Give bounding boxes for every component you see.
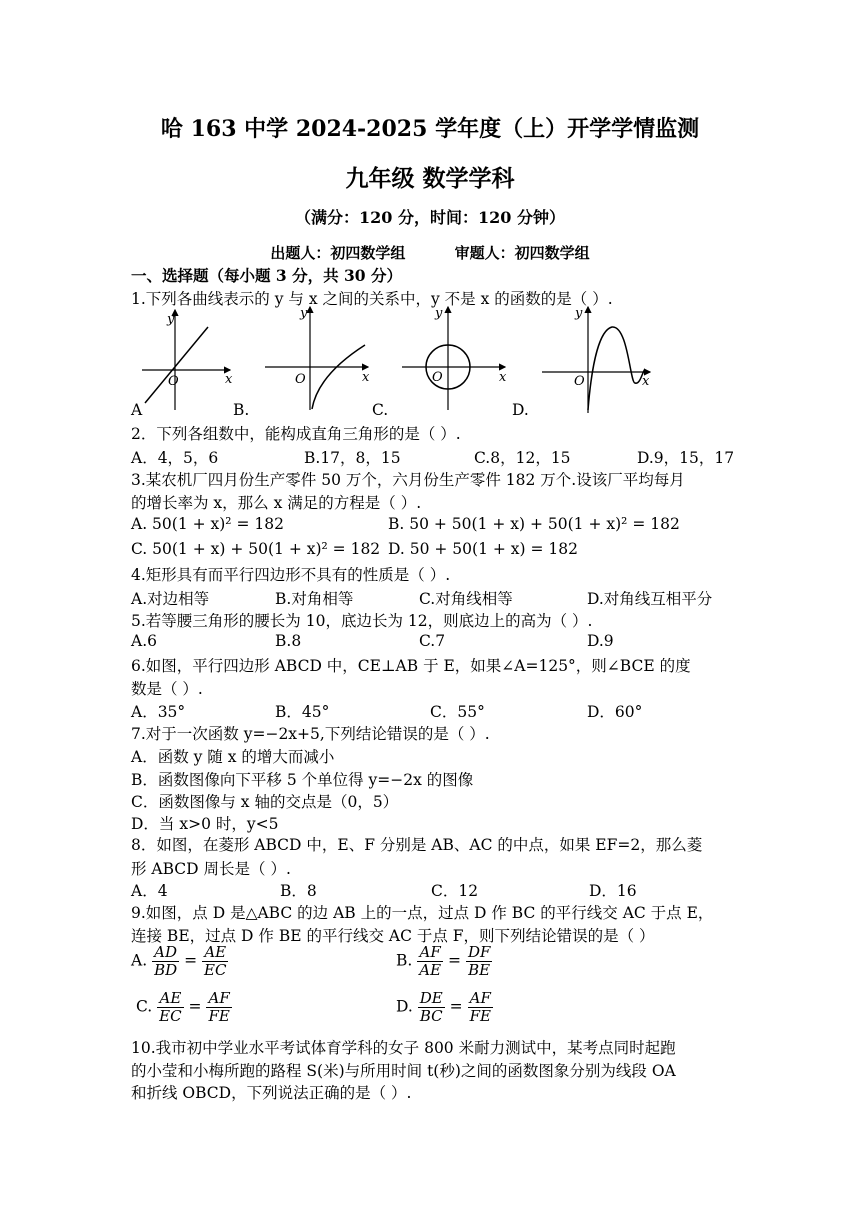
q1-graph-c: [402, 306, 507, 410]
q1-b-ylabel: y: [300, 306, 308, 321]
q1-label-c: C.: [372, 401, 389, 419]
q6-stem-2: 数是（ ）.: [131, 680, 203, 698]
q1-graphs: [130, 305, 670, 415]
q5-option-b: B.8: [275, 632, 302, 650]
q9-a-frac-left: $\frac{AD}{BD}$: [154, 943, 178, 979]
q1-c-xlabel: x: [499, 370, 507, 385]
q8-stem-2: 形 ABCD 周长是（ ）.: [131, 860, 291, 878]
q4-option-b: B.对角相等: [275, 590, 354, 608]
q7-option-a: A．函数 y 随 x 的增大而减小: [131, 748, 335, 766]
q1-d-ylabel: y: [575, 306, 583, 321]
q9-option-d: D. $\frac{DE}{BC}$ = $\frac{AF}{FE}$: [396, 989, 491, 1025]
q10-stem-1: 10.我市初中学业水平考试体育学科的女子 800 米耐力测试中，某考点同时起跑: [131, 1039, 676, 1057]
q4-stem: 4.矩形具有而平行四边形不具有的性质是（ ）.: [131, 566, 451, 584]
q1-label-b: B.: [233, 401, 250, 419]
q4-option-d: D.对角线互相平分: [587, 590, 713, 608]
q10-stem-3: 和折线 OBCD，下列说法正确的是（ ）.: [131, 1084, 412, 1102]
q7-option-d: D．当 x>0 时，y<5: [131, 815, 279, 833]
q7-option-b: B．函数图像向下平移 5 个单位得 y=−2x 的图像: [131, 771, 474, 789]
exam-title: 哈 163 中学 2024-2025 学年度（上）开学学情监测: [160, 116, 700, 142]
q6-option-d: D．60°: [587, 703, 643, 721]
q5-stem: 5.若等腰三角形的腰长为 10，底边长为 12，则底边上的高为（ ）.: [131, 612, 593, 630]
q1-b-xlabel: x: [362, 370, 370, 385]
q3-option-b: B. 50 + 50(1 + x) + 50(1 + x)² = 182: [388, 515, 680, 533]
q1-a-ylabel: y: [167, 312, 175, 327]
q9-c-frac-right: $\frac{AF}{FE}$: [208, 989, 230, 1025]
q1-label-d: D.: [512, 401, 529, 419]
q3-option-d: D. 50 + 50(1 + x) = 182: [388, 540, 578, 558]
q10-stem-2: 的小莹和小梅所跑的路程 S(米)与所用时间 t(秒)之间的函数图象分别为线段 OA: [131, 1062, 676, 1080]
authors-line: [0, 242, 860, 263]
q2-option-d: D.9，15，17: [637, 449, 735, 467]
q6-stem-1: 6.如图，平行四边形 ABCD 中，CE⊥AB 于 E，如果∠A=125°，则∠BCE 的度: [131, 657, 691, 675]
q9-option-a: A. $\frac{AD}{BD}$ = $\frac{AE}{EC}$: [131, 943, 227, 979]
score-time: （满分：120 分，时间：120 分钟）: [295, 208, 565, 227]
q6-option-c: C．55°: [430, 703, 485, 721]
q8-stem-1: 8．如图，在菱形 ABCD 中，E、F 分别是 AB、AC 的中点，如果 EF=2，那么菱: [131, 836, 703, 854]
q1-d-origin: O: [574, 374, 585, 389]
q1-c-ylabel: y: [435, 306, 443, 321]
q5-option-d: D.9: [587, 632, 614, 650]
q3-option-a: A. 50(1 + x)² = 182: [131, 515, 284, 533]
q1-d-xlabel: x: [642, 374, 650, 389]
q5-option-a: A.6: [131, 632, 157, 650]
q2-stem: 2．下列各组数中，能构成直角三角形的是（ ）.: [131, 425, 461, 443]
q9-a-frac-right: $\frac{AE}{EC}$: [204, 943, 227, 979]
q1-a-origin: O: [168, 374, 179, 389]
q5-option-c: C.7: [419, 632, 446, 650]
q4-option-a: A.对边相等: [131, 590, 210, 608]
q1-graph-a: [142, 310, 233, 410]
q1-graph-d: [542, 306, 650, 413]
q7-option-c: C．函数图像与 x 轴的交点是（0，5）: [131, 793, 399, 811]
q2-option-b: B.17，8，15: [304, 449, 401, 467]
q8-option-a: A．4: [131, 882, 168, 900]
q2-option-c: C.8，12，15: [474, 449, 571, 467]
q2-option-a: A．4，5，6: [131, 449, 219, 467]
q9-b-frac-right: $\frac{DF}{BE}$: [467, 943, 491, 979]
q1-label-a: A: [131, 401, 143, 419]
setter: 出题人：初四数学组: [270, 244, 406, 262]
q3-stem-2: 的增长率为 x，那么 x 满足的方程是（ ）.: [131, 494, 422, 512]
q1-b-origin: O: [295, 372, 306, 387]
q1-stem: 1.下列各曲线表示的 y 与 x 之间的关系中，y 不是 x 的函数的是（ ）.: [131, 290, 613, 308]
exam-subject: 九年级 数学学科: [345, 165, 515, 192]
q9-c-frac-left: $\frac{AE}{EC}$: [159, 989, 182, 1025]
q9-d-frac-right: $\frac{AF}{FE}$: [469, 989, 491, 1025]
q9-b-frac-left: $\frac{AF}{AE}$: [419, 943, 442, 979]
q9-option-c: C. $\frac{AE}{EC}$ = $\frac{AF}{FE}$: [136, 989, 230, 1025]
q8-option-d: D．16: [589, 882, 637, 900]
q1-c-origin: O: [432, 370, 443, 385]
q3-stem-1: 3.某农机厂四月份生产零件 50 万个，六月份生产零件 182 万个.设该厂平均每月: [131, 471, 685, 489]
q1-graph-b: [265, 306, 370, 410]
q8-option-b: B．8: [280, 882, 317, 900]
q7-stem: 7.对于一次函数 y=−2x+5,下列结论错误的是（ ）.: [131, 725, 490, 743]
q8-option-c: C．12: [431, 882, 479, 900]
q9-d-frac-left: $\frac{DE}{BC}$: [419, 989, 443, 1025]
q3-option-c: C. 50(1 + x) + 50(1 + x)² = 182: [131, 540, 381, 558]
q4-option-c: C.对角线相等: [419, 590, 513, 608]
q9-option-b: B. $\frac{AF}{AE}$ = $\frac{DF}{BE}$: [396, 943, 491, 979]
q6-option-b: B．45°: [275, 703, 330, 721]
q1-a-xlabel: x: [225, 372, 233, 387]
section-title: 一、选择题（每小题 3 分，共 30 分）: [131, 266, 402, 285]
q6-option-a: A．35°: [131, 703, 186, 721]
q9-stem-2: 连接 BE，过点 D 作 BE 的平行线交 AC 于点 F，则下列结论错误的是（ ）: [131, 927, 655, 945]
reviewer: 审题人：初四数学组: [454, 244, 590, 262]
q9-stem-1: 9.如图，点 D 是△ABC 的边 AB 上的一点，过点 D 作 BC 的平行线交 AC 于点 E，: [131, 904, 714, 922]
